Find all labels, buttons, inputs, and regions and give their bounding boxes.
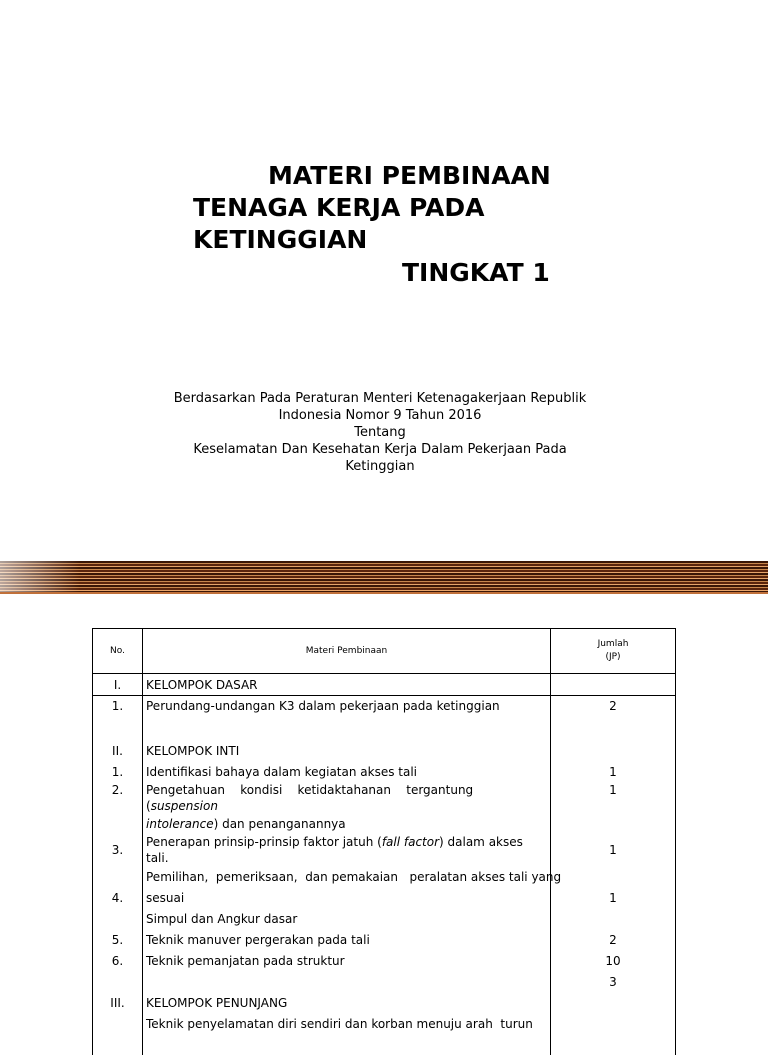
row-number: 1. [93, 761, 143, 782]
title-line-4: TINGKAT 1 [402, 258, 550, 287]
row-materi: Pemilihan, pemeriksaan, dan pemakaian peralatan akses tali yang [143, 866, 551, 887]
title-line-3: KETINGGIAN [193, 225, 368, 254]
group-label: KELOMPOK PENUNJANG [143, 992, 551, 1013]
subtitle-line-1: Berdasarkan Pada Peraturan Menteri Ketenagakerjaan Republik [173, 391, 587, 406]
row-number: 1. [93, 696, 143, 741]
subtitle-line-4: Keselamatan Dan Kesehatan Kerja Dalam Pekerjaan Pada [193, 442, 567, 457]
row-number: 2. [93, 782, 143, 834]
row-materi: Teknik pemanjatan pada struktur [143, 950, 551, 971]
row-materi: Penerapan prinsip-prinsip faktor jatuh (fall factor) dalam akses tali. [143, 834, 551, 866]
table-row [93, 866, 676, 887]
row-jp: 1 [551, 782, 676, 834]
header-no: No. [93, 629, 143, 674]
header-jumlah [551, 629, 676, 674]
table-row [93, 971, 676, 992]
row-jp: 1 [551, 834, 676, 866]
row-number: 5. [93, 929, 143, 950]
group-label: KELOMPOK DASAR [143, 674, 551, 696]
row-materi: Perundang-undangan K3 dalam pekerjaan pada ketinggian [143, 696, 551, 741]
regulation-subtitle [140, 390, 620, 475]
table-row [93, 929, 676, 950]
row-jp: 2 [551, 929, 676, 950]
row-materi: Identifikasi bahaya dalam kegiatan akses tali [143, 761, 551, 782]
table-header-row [93, 629, 676, 674]
table-row [93, 834, 676, 866]
group-number: I. [93, 674, 143, 696]
table-row [93, 782, 676, 834]
row-number: 3. [93, 834, 143, 866]
table-row [93, 908, 676, 929]
row-materi: Pengetahuan kondisi ketidaktahanan tergantung (suspension intolerance) dan penanganannya [143, 782, 551, 834]
header-jumlah-line-2: (JP) [605, 652, 621, 662]
subtitle-line-3: Tentang [354, 425, 406, 440]
decorative-stripe-divider [0, 561, 768, 594]
row-number: 6. [93, 950, 143, 971]
row-materi: Teknik penyelamatan diri sendiri dan korban menuju arah turun [143, 1013, 551, 1034]
row-jp: 10 [551, 950, 676, 971]
row-jp: 1 [551, 761, 676, 782]
group-number: II. [93, 740, 143, 761]
table-row [93, 696, 676, 741]
row-materi-continued: sesuai [143, 887, 551, 908]
table-row [93, 992, 676, 1013]
row-materi: Teknik manuver pergerakan pada tali [143, 929, 551, 950]
header-jumlah-line-1: Jumlah [597, 639, 629, 649]
table-row [93, 887, 676, 908]
row-materi: Simpul dan Angkur dasar [143, 908, 551, 929]
curriculum-table [92, 628, 676, 1055]
row-jp: 1 [551, 887, 676, 908]
subtitle-line-5: Ketinggian [345, 459, 415, 474]
table-row [93, 950, 676, 971]
row-jp: 2 [551, 696, 676, 741]
row-number: 4. [93, 887, 143, 908]
title-line-1: MATERI PEMBINAAN [268, 161, 551, 190]
table-row [93, 761, 676, 782]
row-jp: 3 [551, 971, 676, 992]
title-line-2: TENAGA KERJA PADA [193, 193, 485, 222]
table-row [93, 1034, 676, 1055]
table-row [93, 740, 676, 761]
subtitle-line-2: Indonesia Nomor 9 Tahun 2016 [278, 408, 482, 423]
group-label: KELOMPOK INTI [143, 740, 551, 761]
group-number: III. [93, 992, 143, 1013]
header-materi: Materi Pembinaan [143, 629, 551, 674]
table-row [93, 674, 676, 696]
